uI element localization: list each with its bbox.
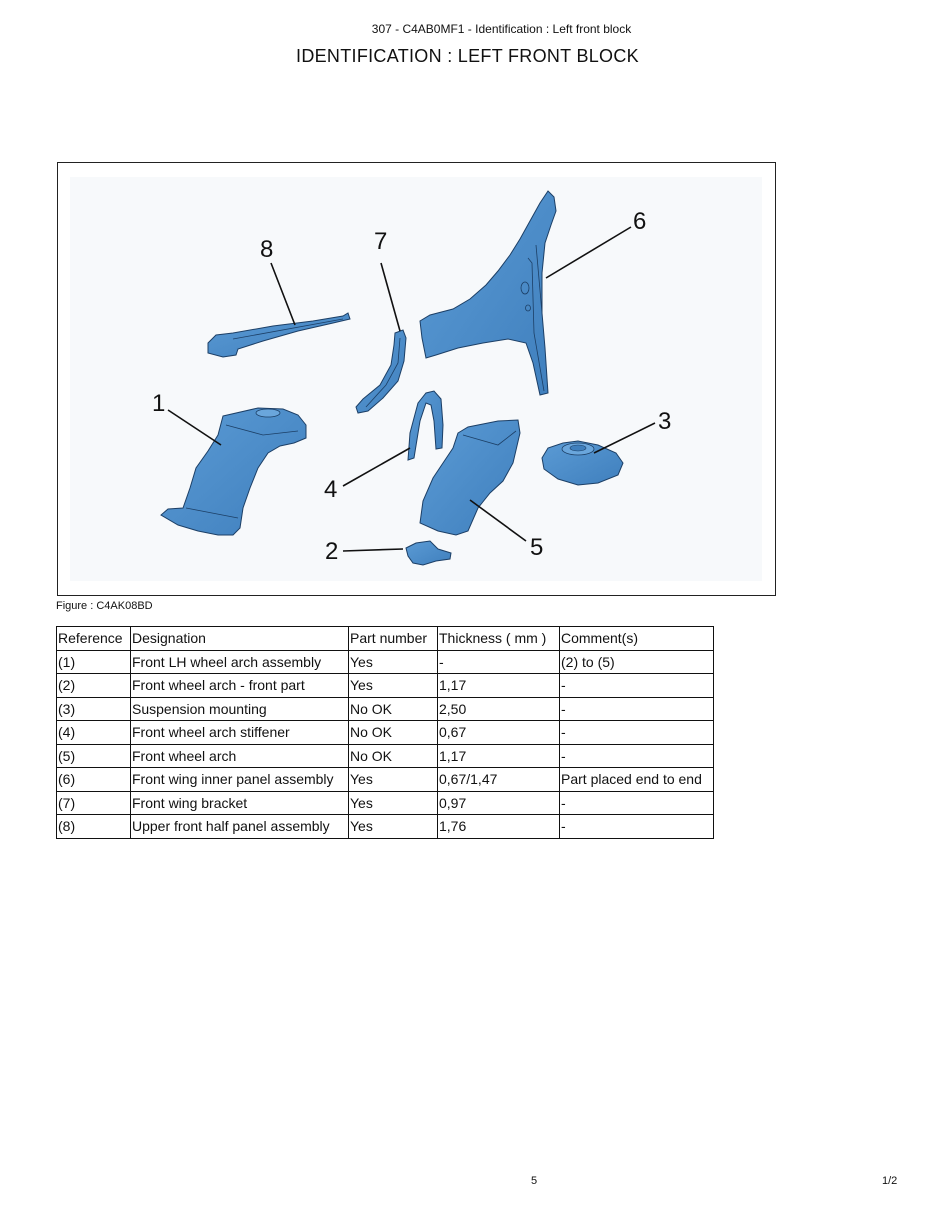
table-row — [57, 697, 714, 721]
table-row — [57, 744, 714, 768]
callout-3: 3 — [658, 408, 672, 435]
cell-comments: - — [560, 674, 714, 698]
cell-comments: Part placed end to end — [560, 768, 714, 792]
cell-thickness: 1,17 — [438, 674, 560, 698]
cell-designation: Front wing inner panel assembly — [131, 768, 349, 792]
cell-reference: (7) — [57, 791, 131, 815]
cell-part-number: Yes — [349, 815, 438, 839]
callout-1: 1 — [152, 390, 166, 417]
callout-5: 5 — [530, 534, 544, 561]
cell-designation: Upper front half panel assembly — [131, 815, 349, 839]
cell-designation: Front wing bracket — [131, 791, 349, 815]
cell-part-number: No OK — [349, 697, 438, 721]
page-number: 5 — [531, 1175, 538, 1187]
cell-part-number: No OK — [349, 744, 438, 768]
table-row — [57, 674, 714, 698]
cell-designation: Front LH wheel arch assembly — [131, 650, 349, 674]
cell-comments: - — [560, 791, 714, 815]
cell-reference: (6) — [57, 768, 131, 792]
cell-part-number: Yes — [349, 674, 438, 698]
cell-reference: (3) — [57, 697, 131, 721]
cell-thickness: 0,67/1,47 — [438, 768, 560, 792]
cell-thickness: 1,17 — [438, 744, 560, 768]
cell-thickness: 2,50 — [438, 697, 560, 721]
parts-identification-table — [56, 626, 714, 839]
table-row — [57, 791, 714, 815]
cell-designation: Front wheel arch stiffener — [131, 721, 349, 745]
cell-thickness: 0,67 — [438, 721, 560, 745]
callout-8: 8 — [260, 236, 274, 263]
callout-2: 2 — [325, 538, 339, 565]
callout-4: 4 — [324, 476, 338, 503]
cell-part-number: Yes — [349, 768, 438, 792]
cell-designation: Front wheel arch — [131, 744, 349, 768]
table-row — [57, 815, 714, 839]
callout-6: 6 — [633, 208, 647, 235]
header-part-number: Part number — [349, 627, 438, 651]
cell-comments: - — [560, 815, 714, 839]
cell-designation: Front wheel arch - front part — [131, 674, 349, 698]
cell-part-number: No OK — [349, 721, 438, 745]
cell-reference: (4) — [57, 721, 131, 745]
cell-designation: Suspension mounting — [131, 697, 349, 721]
header-designation: Designation — [131, 627, 349, 651]
cell-reference: (5) — [57, 744, 131, 768]
cell-part-number: Yes — [349, 791, 438, 815]
header-thickness: Thickness ( mm ) — [438, 627, 560, 651]
cell-comments: - — [560, 721, 714, 745]
cell-comments: - — [560, 744, 714, 768]
table-row — [57, 650, 714, 674]
cell-thickness: 1,76 — [438, 815, 560, 839]
document-subtitle: 307 - C4AB0MF1 - Identification : Left front block — [371, 22, 632, 36]
cell-thickness: - — [438, 650, 560, 674]
page-count: 1/2 — [882, 1175, 898, 1187]
header-reference: Reference — [57, 627, 131, 651]
cell-comments: - — [560, 697, 714, 721]
cell-part-number: Yes — [349, 650, 438, 674]
figure-caption: Figure : C4AK08BD — [56, 600, 153, 612]
cell-reference: (1) — [57, 650, 131, 674]
cell-reference: (2) — [57, 674, 131, 698]
cell-thickness: 0,97 — [438, 791, 560, 815]
header-comments: Comment(s) — [560, 627, 714, 651]
table-row — [57, 721, 714, 745]
callout-7: 7 — [374, 228, 388, 255]
cell-comments: (2) to (5) — [560, 650, 714, 674]
table-header-row — [57, 627, 714, 651]
cell-reference: (8) — [57, 815, 131, 839]
parts-exploded-figure — [57, 162, 776, 596]
page-title: IDENTIFICATION : LEFT FRONT BLOCK — [296, 46, 639, 66]
table-row — [57, 768, 714, 792]
